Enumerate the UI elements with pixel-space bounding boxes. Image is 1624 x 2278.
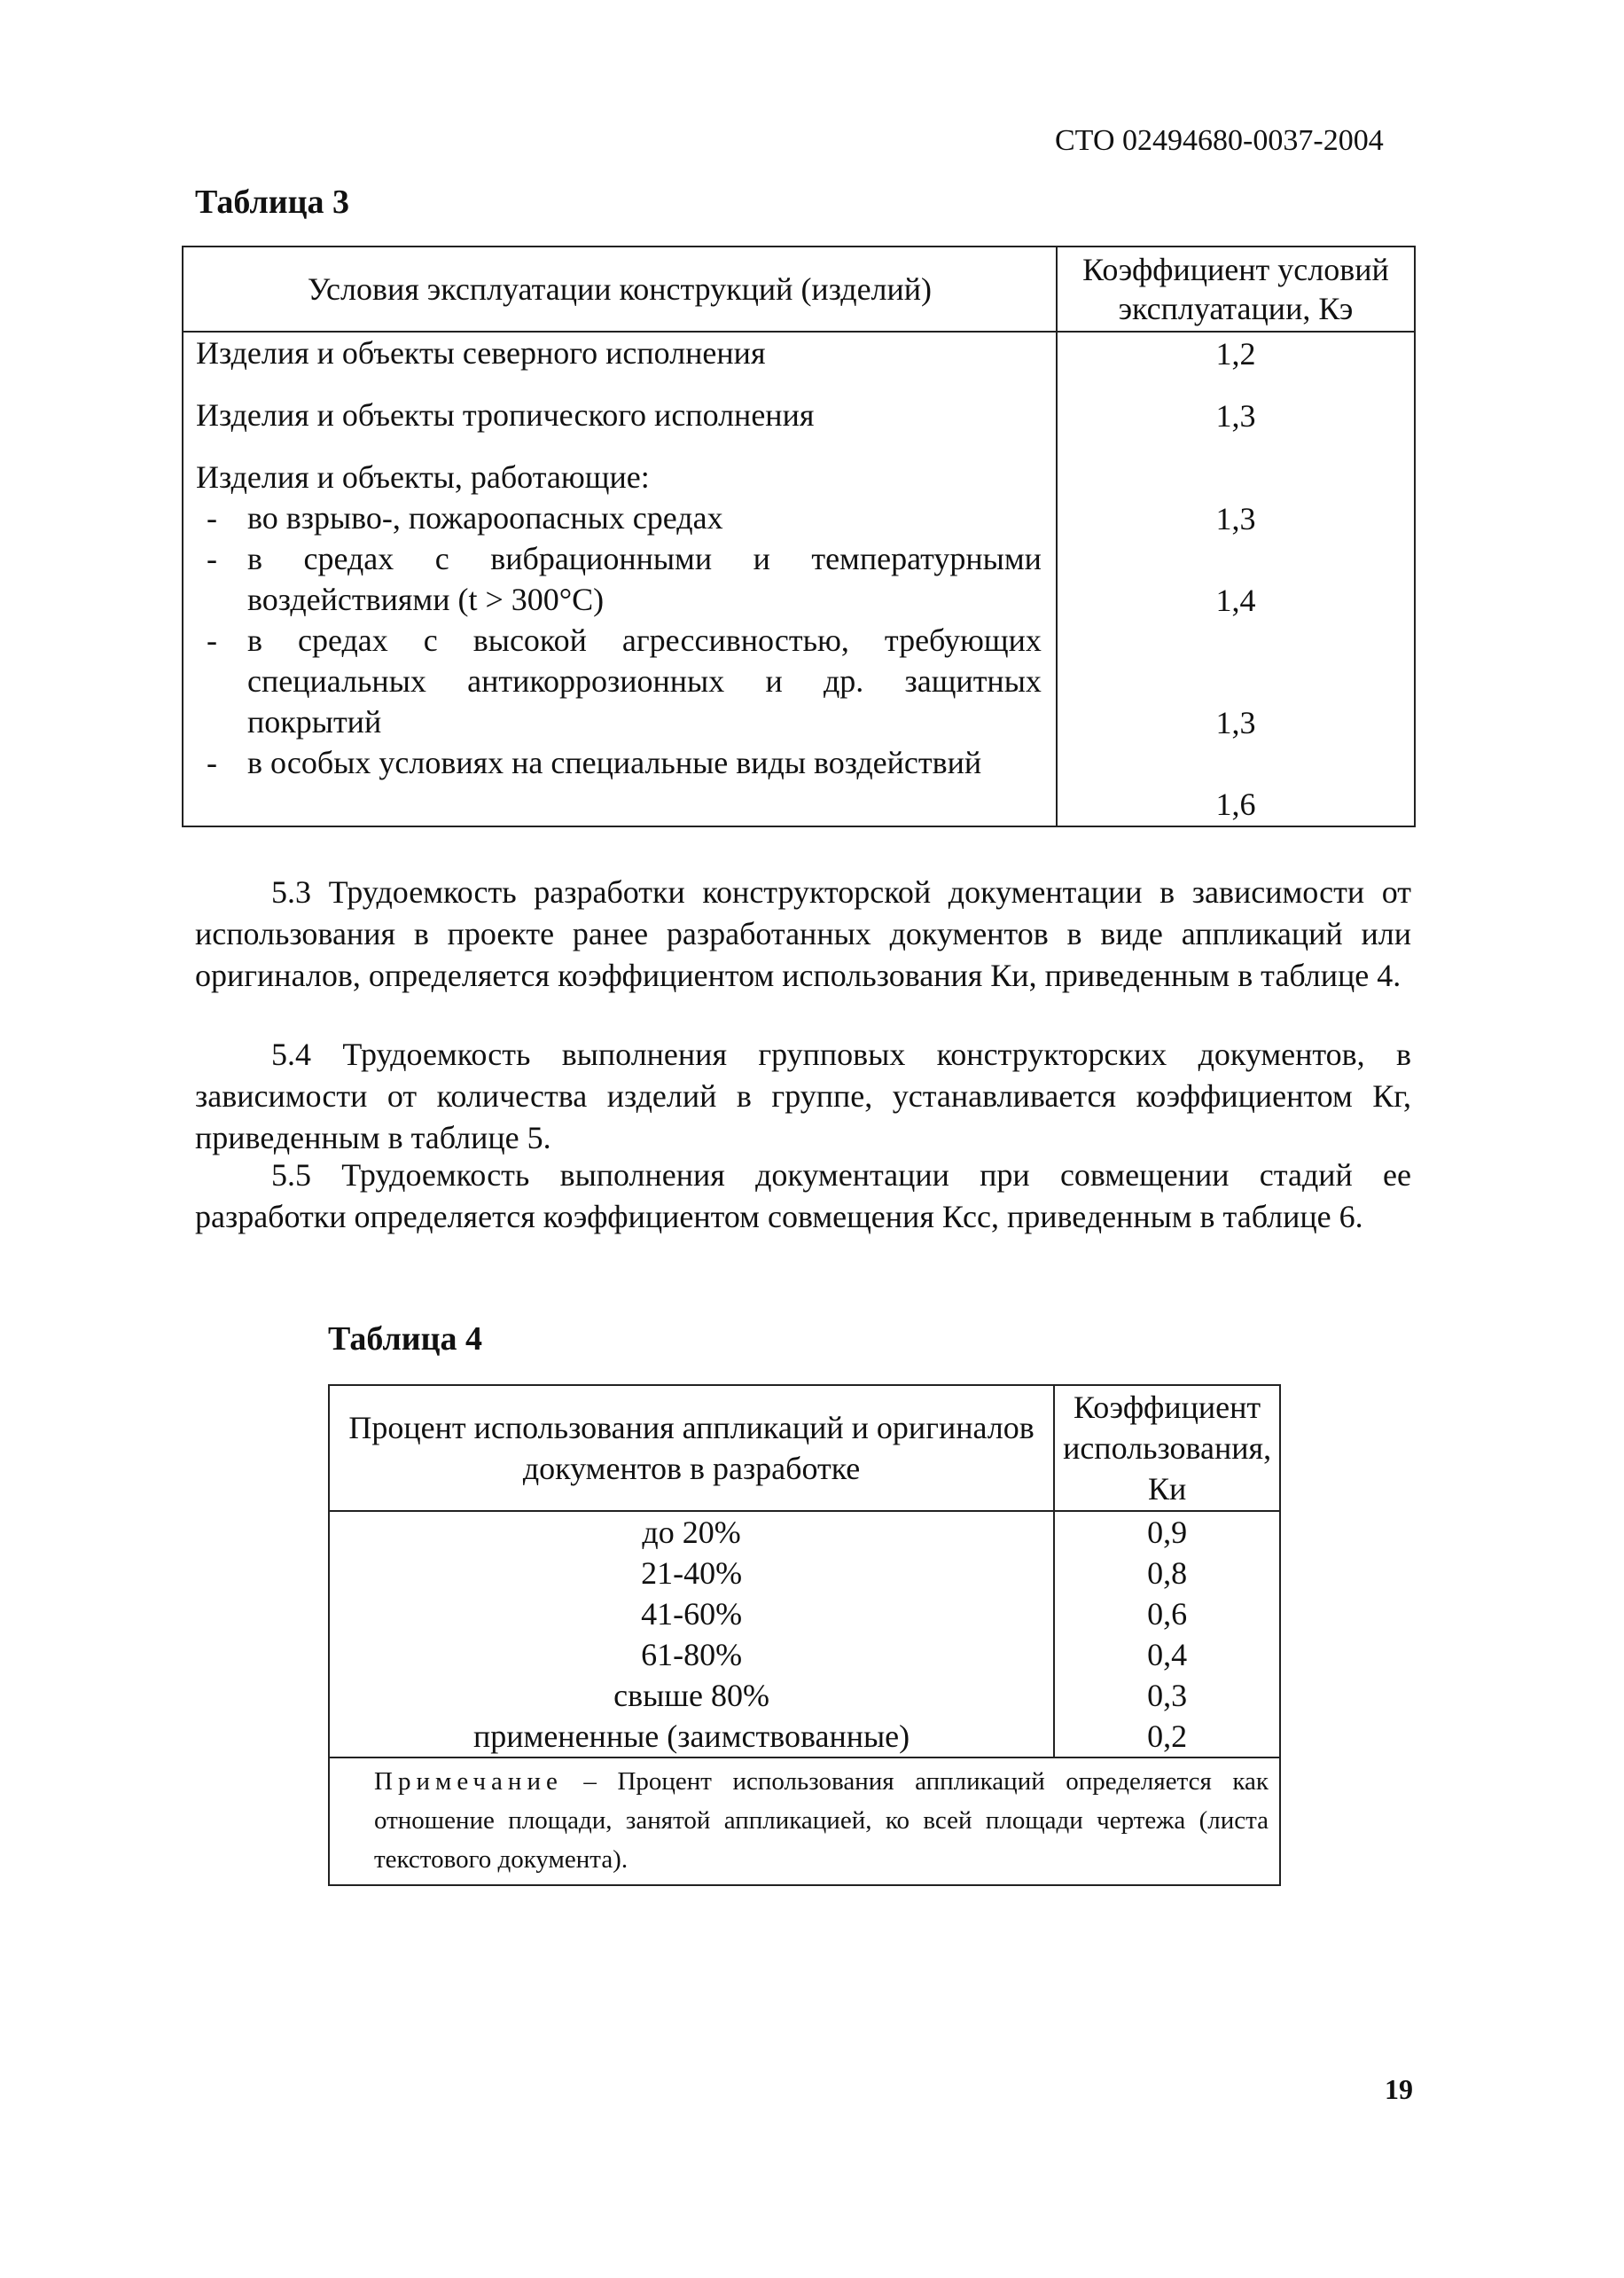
table-4-header-percent: Процент использования аппликаций и оригиналов документов в разработке xyxy=(329,1385,1054,1511)
coefficient-value: 0,4 xyxy=(1054,1634,1280,1675)
coefficient-value: 1,6 xyxy=(1215,787,1256,822)
condition-item: в особых условиях на специальные виды воздействий xyxy=(247,745,982,780)
coefficient-value: 0,9 xyxy=(1054,1511,1280,1553)
table-row xyxy=(329,1716,1280,1757)
condition-group-title: Изделия и объекты, работающие: xyxy=(196,459,650,495)
percent-label: примененные (заимствованные) xyxy=(329,1716,1054,1757)
paragraph-5-3: 5.3 Трудоемкость разработки конструкторской документации в зависимости от использования в проекте ранее разработанных документов в виде аппликаций или оригиналов, определяется коэффициентом использования Ки, приведенным в таблице 4. xyxy=(195,874,1411,993)
percent-label: 61-80% xyxy=(329,1634,1054,1675)
percent-label: до 20% xyxy=(329,1511,1054,1553)
paragraph-5-5: 5.5 Трудоемкость выполнения документации при совмещении стадий ее разработки определяется коэффициентом совмещения Ксс, приведенным в таблице 6. xyxy=(195,1157,1411,1234)
table-row xyxy=(183,332,1415,375)
coefficient-value: 1,2 xyxy=(1215,336,1256,372)
coefficient-value: 1,3 xyxy=(1215,705,1256,740)
table-4-caption: Таблица 4 xyxy=(328,1320,483,1358)
page-number: 19 xyxy=(1385,2073,1413,2105)
table-4-note: Примечание – Процент использования аппликаций определяется как отношение площади, занятой аппликацией, ко всей площади чертежа (листа текстового документа). xyxy=(329,1757,1280,1885)
table-row: Изделия и объекты, работающие: - во взрыво-, пожароопасных средах - в средах с вибрационными и температурными воздействиями (t > 300°С) - в средах с высокой агрессивностью, требующих специальных антикоррозионных и др. защитных покрытий - в особых условиях на специальные виды воздействий 1,3 1,4 1,3 1,6 xyxy=(183,437,1415,826)
table-3-header-coefficient: Коэффициент условий эксплуатации, Кэ xyxy=(1057,247,1415,332)
table-row xyxy=(329,1634,1280,1675)
condition-item: в средах с вибрационными и температурными воздействиями (t > 300°С) xyxy=(247,541,1042,617)
condition-item: во взрыво-, пожароопасных средах xyxy=(247,500,723,536)
table-note-row xyxy=(329,1757,1280,1885)
condition-item: в средах с высокой агрессивностью, требующих специальных антикоррозионных и др. защитных покрытий xyxy=(247,622,1042,740)
table-row xyxy=(329,1675,1280,1716)
table-row xyxy=(329,1553,1280,1593)
table-row xyxy=(183,375,1415,437)
condition-label: Изделия и объекты северного исполнения xyxy=(196,335,766,371)
coefficient-value: 0,8 xyxy=(1054,1553,1280,1593)
condition-label: Изделия и объекты тропического исполнения xyxy=(196,397,815,433)
paragraph-5-4: 5.4 Трудоемкость выполнения групповых конструкторских документов, в зависимости от количества изделий в группе, устанавливается коэффициентом Кг, приведенным в таблице 5. xyxy=(195,1037,1411,1155)
table-4 xyxy=(328,1384,1281,1886)
table-3 xyxy=(182,246,1416,827)
coefficient-value: 0,2 xyxy=(1054,1716,1280,1757)
coefficient-value: 1,3 xyxy=(1215,501,1256,536)
percent-label: 41-60% xyxy=(329,1593,1054,1634)
table-row xyxy=(329,1511,1280,1553)
percent-label: свыше 80% xyxy=(329,1675,1054,1716)
coefficient-value: 0,3 xyxy=(1054,1675,1280,1716)
document-code: СТО 02494680-0037-2004 xyxy=(1055,124,1384,157)
coefficient-value: 1,4 xyxy=(1215,583,1256,618)
percent-label: 21-40% xyxy=(329,1553,1054,1593)
table-3-caption: Таблица 3 xyxy=(195,184,350,221)
coefficient-value: 0,6 xyxy=(1054,1593,1280,1634)
table-4-header-coefficient: Коэффициент использования, Ки xyxy=(1054,1385,1280,1511)
table-3-header-conditions: Условия эксплуатации конструкций (изделий) xyxy=(183,247,1057,332)
table-row xyxy=(329,1593,1280,1634)
coefficient-value: 1,3 xyxy=(1215,398,1256,434)
